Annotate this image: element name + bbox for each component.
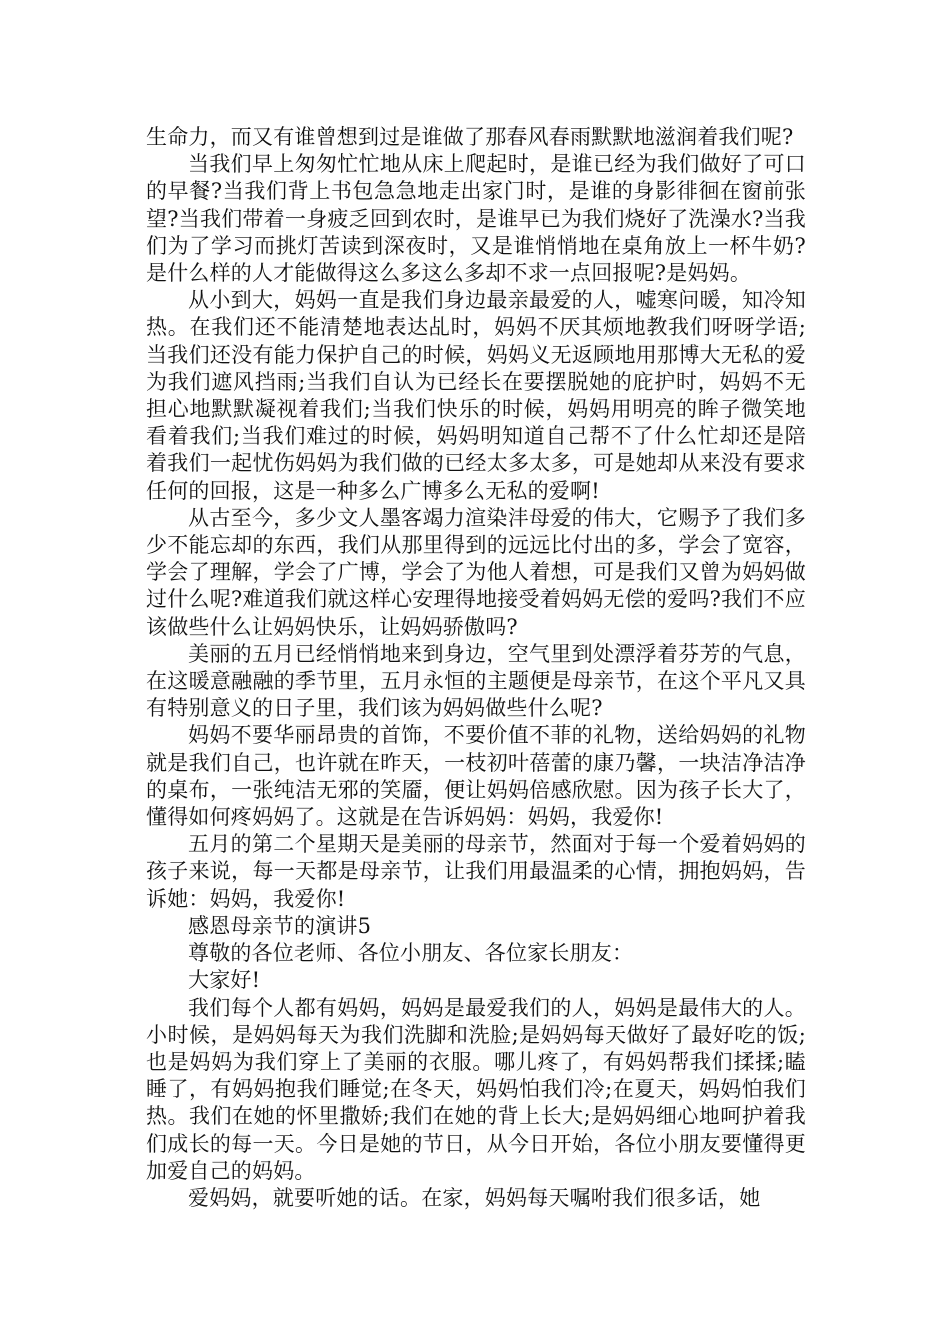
document-page (146, 124, 806, 1212)
paragraph: 我们每个人都有妈妈，妈妈是最爱我们的人，妈妈是最伟大的人。小时候，是妈妈每天为我们洗脚和洗脸;是妈妈每天做好了最好吃的饭;也是妈妈为我们穿上了美丽的衣服。哪儿疼了，有妈妈帮我们揉揉;瞌睡了，有妈妈抱我们睡觉;在冬天，妈妈怕我们冷;在夏天，妈妈怕我们热。我们在她的怀里撒娇;我们在她的背上长大;是妈妈细心地呵护着我们成长的每一天。今日是她的节日，从今日开始，各位小朋友要懂得更加爱自己的妈妈。 (146, 995, 806, 1183)
salutation: 尊敬的各位老师、各位小朋友、各位家长朋友： (188, 941, 634, 966)
paragraph: 五月的第二个星期天是美丽的母亲节，然面对于每一个爱着妈妈的孩子来说，每一天都是母亲节，让我们用最温柔的心情，拥抱妈妈，告诉她：妈妈，我爱你! (146, 832, 806, 911)
section-heading: 感恩母亲节的演讲5 (188, 913, 372, 938)
paragraph: 美丽的五月已经悄悄地来到身边，空气里到处漂浮着芬芳的气息，在这暖意融融的季节里，五月永恒的主题便是母亲节，在这个平凡又具有特别意义的日子里，我们该为妈妈做些什么呢? (146, 641, 806, 721)
paragraph-continuation: 生命力，而又有谁曾想到过是谁做了那春风春雨默默地滋润着我们呢? (146, 125, 794, 149)
paragraph: 从小到大，妈妈一直是我们身边最亲最爱的人，嘘寒问暖，知冷知热。在我们还不能清楚地表达乩时，妈妈不厌其烦地教我们呀呀学语;当我们还没有能力保护自己的时候，妈妈义无返顾地用那博大无私的爱为我们遮风挡雨;当我们自认为已经长在要摆脱她的庇护时，妈妈不无担心地默默凝视着我们;当我们快乐的时候，妈妈用明亮的眸子微笑地看着我们;当我们难过的时候，妈妈明知道自己帮不了什么忙却还是陪着我们一起忧伤妈妈为我们做的已经太多太多，可是她却从来没有要求任何的回报，这是一种多么广博多么无私的爱啊! (146, 288, 806, 503)
paragraph: 当我们早上匆匆忙忙地从床上爬起时，是谁已经为我们做好了可口的早餐?当我们背上书包急急地走出家门时，是谁的身影徘徊在窗前张望?当我们带着一身疲乏回到农时，是谁早已为我们烧好了洗澡水?当我们为了学习而挑灯苦读到深夜时，又是谁悄悄地在桌角放上一杯牛奶?是什么样的人才能做得这么多这么多却不求一点回报呢?是妈妈。 (146, 152, 806, 286)
greeting: 大家好! (188, 968, 261, 993)
paragraph: 妈妈不要华丽昂贵的首饰，不要价值不菲的礼物，送给妈妈的礼物就是我们自己，也许就在昨天，一枝初叶蓓蕾的康乃馨，一块洁净洁净的桌布，一张纯洁无邪的笑靥，便让妈妈倍感欣慰。因为孩子长大了，懂得如何疼妈妈了。这就是在告诉妈妈：妈妈，我爱你! (146, 723, 806, 830)
paragraph: 从古至今，多少文人墨客竭力渲染沣母爱的伟大，它赐予了我们多少不能忘却的东西，我们从那里得到的远远比付出的多，学会了宽容，学会了理解，学会了广博，学会了为他人着想，可是我们又曾为妈妈做过什么呢?难道我们就这样心安理得地接受着妈妈无偿的爱吗?我们不应该做些什么让妈妈快乐，让妈妈骄傲吗? (146, 505, 806, 639)
paragraph: 爱妈妈，就要听她的话。在家，妈妈每天嘱咐我们很多话，她 (188, 1185, 761, 1210)
